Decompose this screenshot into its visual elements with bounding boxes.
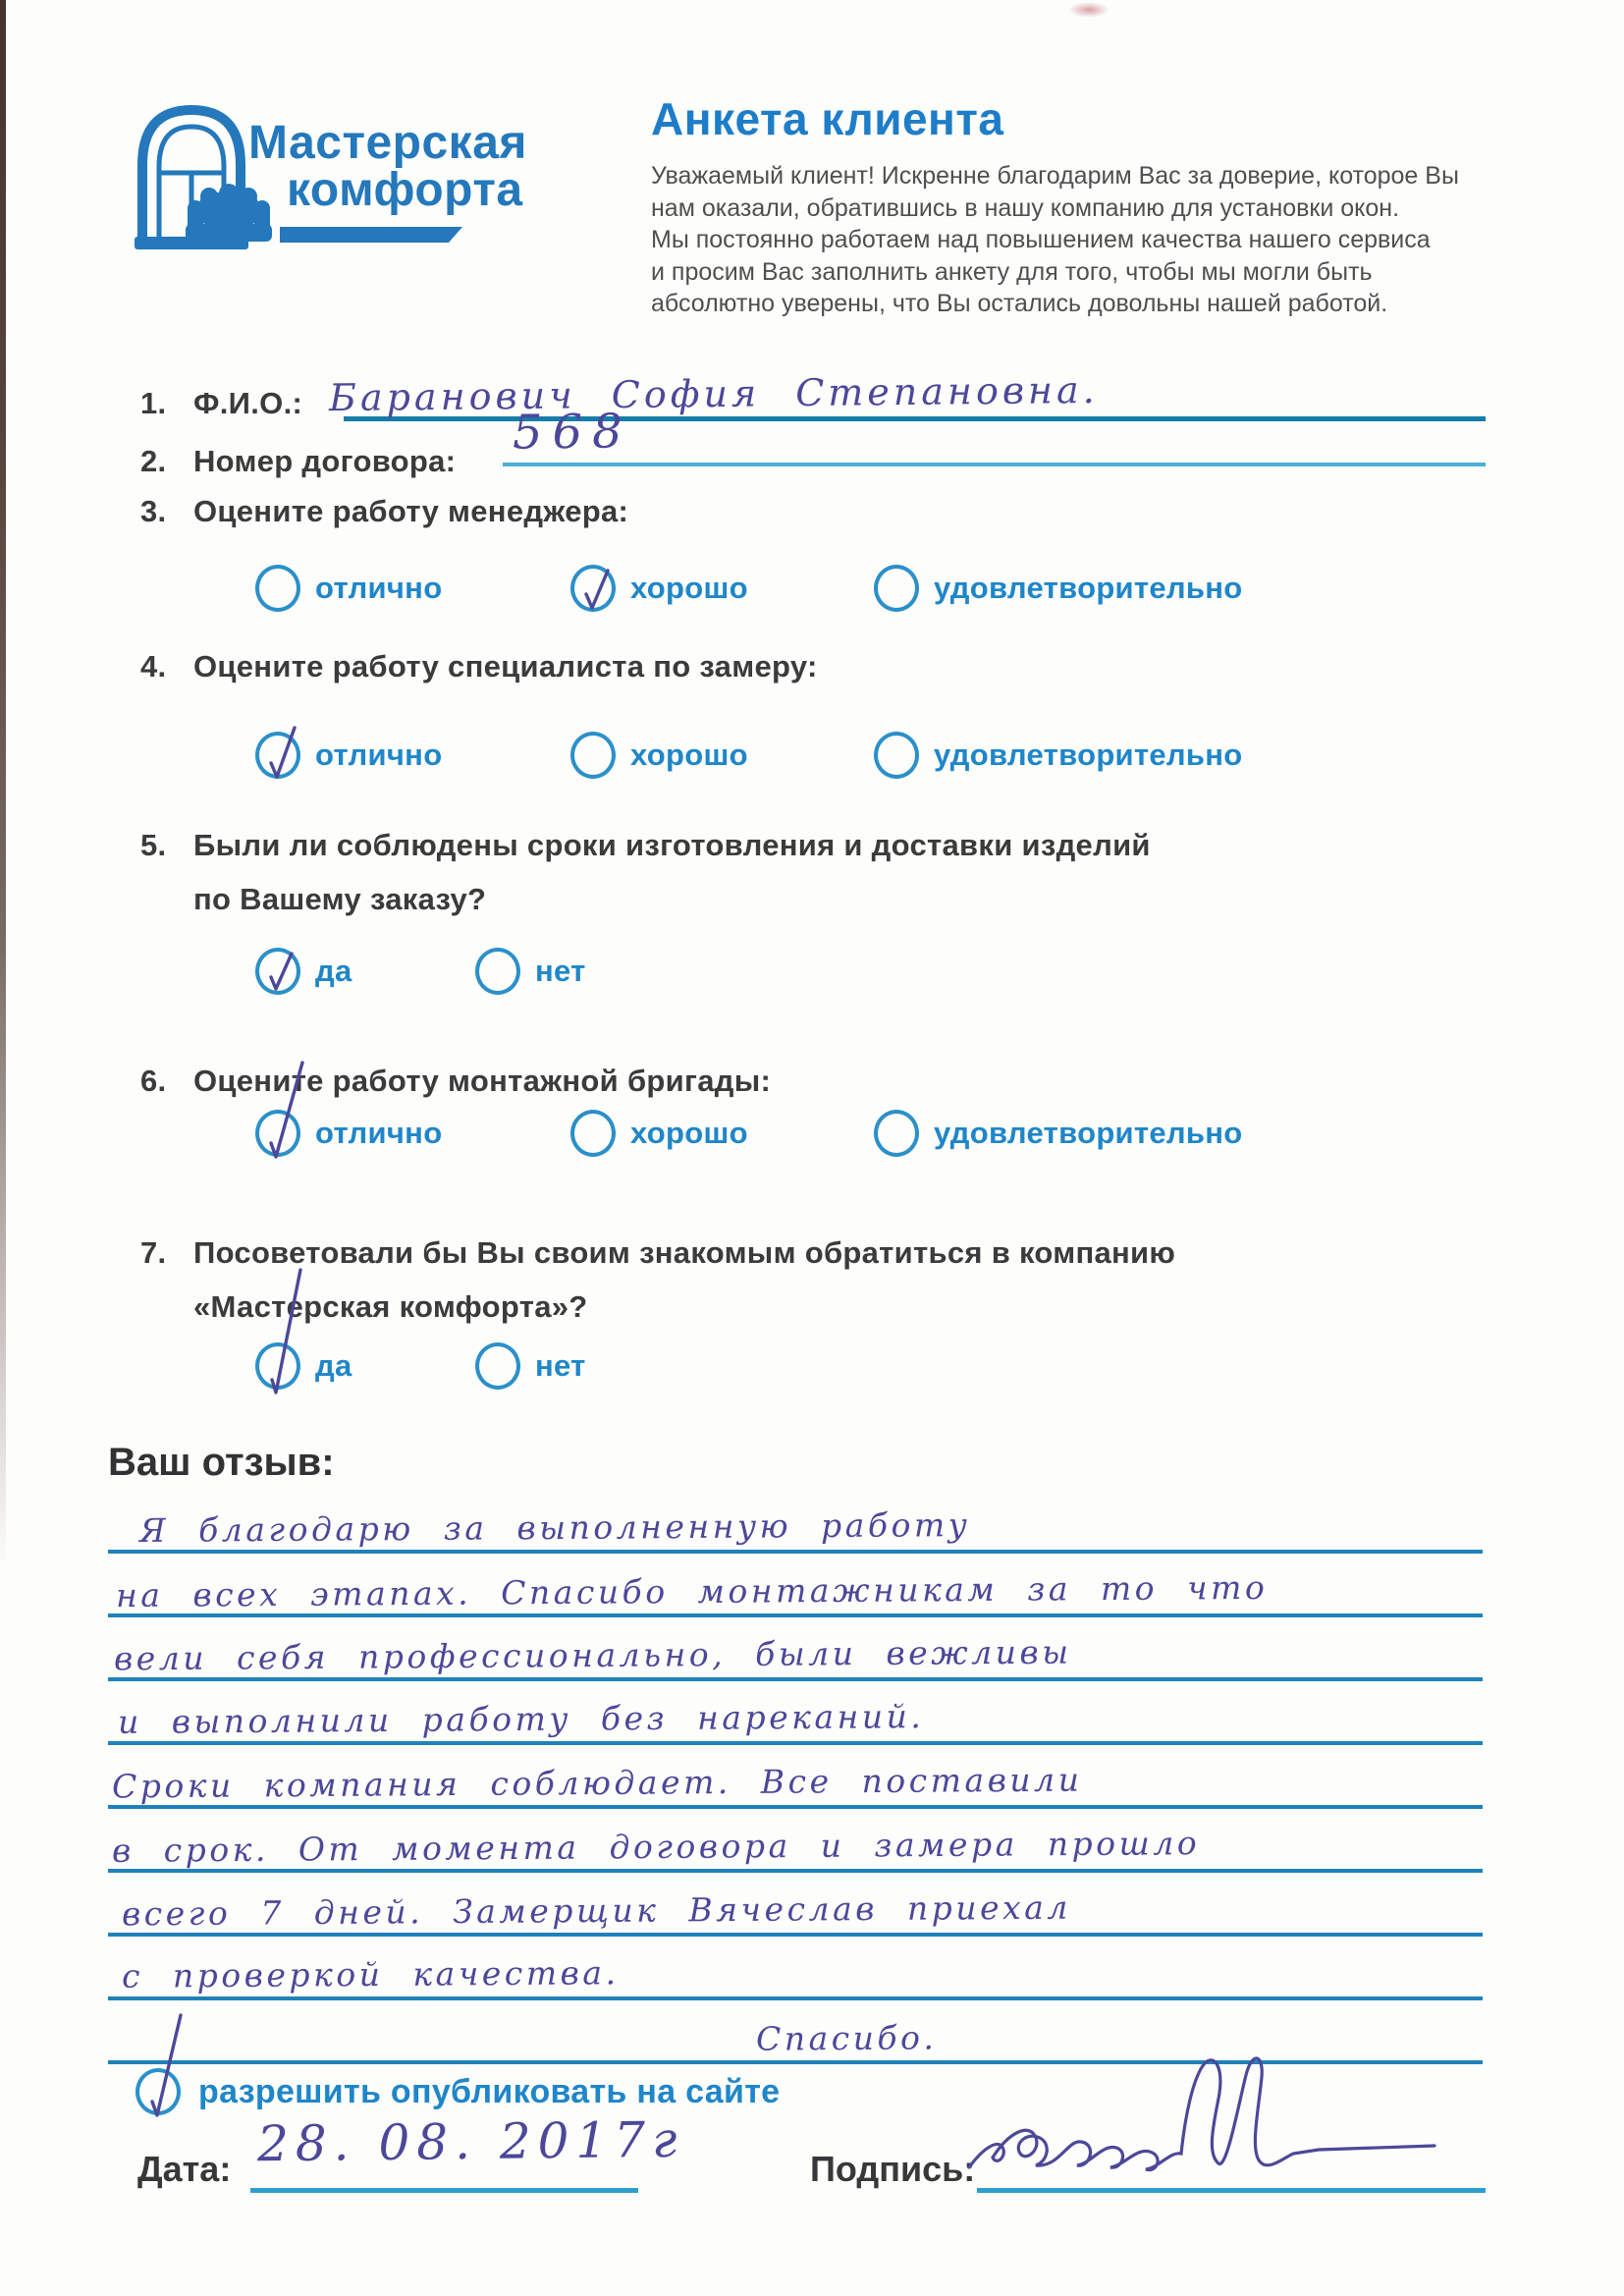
question-4-label xyxy=(140,649,818,684)
question-text: Оцените работу специалиста по замеру: xyxy=(193,649,818,683)
radio-circle-icon xyxy=(255,565,300,612)
question-number: 2. xyxy=(140,444,167,478)
question-text: Ф.И.О.: xyxy=(193,386,303,420)
review-line: в срок. От момента договора и замера прошло xyxy=(108,1809,1483,1873)
option-label: да xyxy=(315,954,352,988)
question-number: 1. xyxy=(140,386,167,420)
review-line: всего 7 дней. Замерщик Вячеслав приехал xyxy=(108,1873,1483,1937)
option-label: удовлетворительно xyxy=(934,1116,1243,1150)
radio-circle-icon xyxy=(874,732,919,779)
q7-option-no xyxy=(475,1342,586,1390)
radio-circle-icon xyxy=(874,1110,919,1157)
option-label: хорошо xyxy=(630,571,748,605)
question-text: Номер договора: xyxy=(193,444,457,478)
review-line: Спасибо. xyxy=(108,2000,1483,2064)
q6-option-excellent xyxy=(255,1110,442,1157)
question-number: 4. xyxy=(140,649,167,683)
option-label: хорошо xyxy=(630,738,748,772)
question-text: Посоветовали бы Вы своим знакомым обратиться в компанию xyxy=(193,1235,1176,1270)
q7-option-yes xyxy=(255,1342,352,1390)
question-7-label-line2: «Мастерская комфорта»? xyxy=(193,1289,588,1324)
question-text: Оцените работу монтажной бригады: xyxy=(193,1064,772,1098)
option-label: хорошо xyxy=(630,1116,748,1150)
intro-paragraph xyxy=(651,160,1459,320)
option-label: да xyxy=(315,1348,352,1383)
checkmark-icon xyxy=(139,2072,185,2119)
q4-option-satisfactory xyxy=(874,732,1243,779)
option-label: нет xyxy=(535,954,586,988)
logo-text-line1: Мастерская xyxy=(248,117,527,169)
intro-line: нам оказали, обратившись в нашу компанию для установки окон. xyxy=(651,193,1400,222)
q3-option-excellent xyxy=(255,565,442,612)
checkmark-icon xyxy=(259,1114,304,1161)
question-number: 6. xyxy=(140,1064,167,1098)
checkbox-circle-icon xyxy=(135,2068,181,2115)
review-line: Сроки компания соблюдает. Все поставили xyxy=(108,1745,1483,1809)
q5-option-yes xyxy=(255,948,352,995)
contract-handwritten-answer: 568 xyxy=(512,404,632,461)
radio-circle-icon xyxy=(255,1110,300,1157)
question-5-label xyxy=(140,828,1151,863)
signature xyxy=(957,2048,1458,2200)
intro-line: и просим Вас заполнить анкету для того, чтобы мы могли быть xyxy=(651,257,1373,286)
review-line: с проверкой качества. xyxy=(108,1937,1483,2000)
contract-field-line xyxy=(503,463,1486,466)
review-line: вели себя профессионально, были вежливы xyxy=(108,1617,1483,1681)
radio-circle-icon xyxy=(570,565,616,612)
question-2-label xyxy=(140,444,456,479)
question-number: 5. xyxy=(140,828,167,862)
option-label: отлично xyxy=(315,571,443,605)
question-number: 7. xyxy=(140,1235,167,1270)
q6-option-satisfactory xyxy=(874,1110,1243,1157)
review-heading: Ваш отзыв: xyxy=(108,1441,335,1484)
date-label: Дата: xyxy=(137,2149,232,2189)
option-label: отлично xyxy=(315,738,443,772)
q5-option-no xyxy=(475,948,586,995)
date-field-line xyxy=(250,2188,638,2193)
name-handwritten-answer: Баранович София Степановна. xyxy=(328,367,1099,420)
review-ruled-lines xyxy=(108,1490,1483,2064)
signature-label: Подпись: xyxy=(810,2149,976,2189)
question-text: Были ли соблюдены сроки изготовления и доставки изделий xyxy=(193,828,1151,862)
publish-consent-label: разрешить опубликовать на сайте xyxy=(198,2072,781,2110)
q3-option-good xyxy=(570,565,748,612)
review-line: на всех этапах. Спасибо монтажникам за то что xyxy=(108,1554,1483,1617)
radio-circle-icon xyxy=(255,948,300,995)
review-line: и выполнили работу без нареканий. xyxy=(108,1681,1483,1745)
date-handwritten-value: 28. 08. 2017г xyxy=(256,2110,684,2173)
radio-circle-icon xyxy=(570,732,616,779)
checkmark-icon xyxy=(259,952,304,999)
question-3-label xyxy=(140,494,628,529)
q4-option-good xyxy=(570,732,748,779)
question-number: 3. xyxy=(140,494,167,528)
question-7-label xyxy=(140,1235,1175,1271)
logo-text-line2: комфорта xyxy=(287,164,523,216)
question-5-label-line2: по Вашему заказу? xyxy=(193,882,487,916)
publish-consent-checkbox xyxy=(135,2068,780,2115)
checkmark-icon xyxy=(259,736,304,783)
checkmark-icon xyxy=(259,1346,304,1394)
q6-option-good xyxy=(570,1110,748,1157)
radio-circle-icon xyxy=(874,565,919,612)
question-text: Оцените работу менеджера: xyxy=(193,494,629,528)
option-label: нет xyxy=(535,1348,586,1383)
option-label: отлично xyxy=(315,1116,443,1150)
question-6-label xyxy=(140,1064,771,1099)
q3-option-satisfactory xyxy=(874,565,1243,612)
page-title: Анкета клиента xyxy=(651,93,1004,144)
radio-circle-icon xyxy=(255,1342,300,1390)
q4-option-excellent xyxy=(255,732,442,779)
radio-circle-icon xyxy=(475,948,520,995)
radio-circle-icon xyxy=(255,732,300,779)
option-label: удовлетворительно xyxy=(934,738,1243,772)
intro-line: Уважаемый клиент! Искренне благодарим Вас за доверие, которое Вы xyxy=(651,162,1459,190)
question-1-label xyxy=(140,386,302,421)
scan-artifact-smudge xyxy=(1068,2,1110,18)
radio-circle-icon xyxy=(475,1342,520,1390)
scan-artifact-left-edge xyxy=(0,0,6,1571)
review-line: Я благодарю за выполненную работу xyxy=(108,1490,1483,1554)
option-label: удовлетворительно xyxy=(934,571,1243,605)
intro-line: абсолютно уверены, что Вы остались довольны нашей работой. xyxy=(651,290,1388,317)
radio-circle-icon xyxy=(570,1110,616,1157)
intro-line: Мы постоянно работаем над повышением качества нашего сервиса xyxy=(651,226,1431,253)
checkmark-icon xyxy=(574,569,620,616)
